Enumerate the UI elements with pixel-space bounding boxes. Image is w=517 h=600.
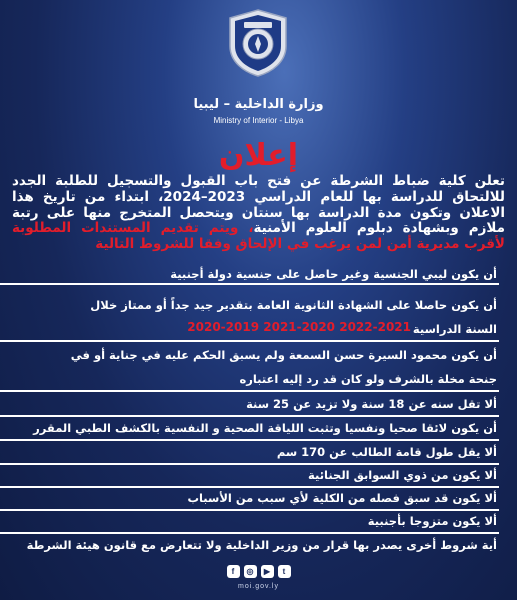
condition-item-6 [0,445,517,459]
condition-text-line1: أن يكون حاصلا على الشهادة الثانوية العامة بتقدير جيد جداً أو ممتاز خلال [90,298,497,312]
condition-text-line1: أن يكون محمود السيرة حسن السمعة ولم يسبق الحكم عليه في جناية أو في [70,348,497,362]
ministry-emblem [226,8,290,78]
divider-line [0,340,499,342]
condition-item-8 [0,491,517,505]
ministry-name-english: Ministry of Interior - Libya [213,116,304,125]
condition-text: أن يكون لائقا صحيا ونفسيا وتثبت اللياقة الصحية و النفسية بالكشف الطبي المقرر [33,421,497,435]
divider-line [0,390,499,392]
condition-item-10 [0,538,517,552]
condition-text-line2: السنة الدراسية [412,322,497,336]
condition-item-9 [0,514,517,528]
condition-text: ألا تقل سنه عن 18 سنة ولا تزيد عن 25 سنة [246,397,497,411]
announcement-title: إعلان [218,138,299,173]
condition-text: ألا يقل طول قامة الطالب عن 170 سم [276,445,497,459]
twitter-icon[interactable]: t [278,565,291,578]
instagram-icon[interactable]: ◎ [244,565,257,578]
condition-text: أية شروط أخرى يصدر بها قرار من وزير الداخلية ولا تتعارض مع قانون هيئة الشرطة [26,538,497,552]
condition-item-3 [0,348,517,386]
condition-item-1 [0,267,517,281]
condition-item-5 [0,421,517,435]
youtube-icon[interactable]: ▶ [261,565,274,578]
condition-item-7 [0,468,517,482]
condition-item-4 [0,397,517,411]
intro-highlight: ، ويتم تقديم المستندات المطلوبة لأقرب مديرية أمن لمن يرغب في الإلحاق وفقا للشروط التالية [12,220,505,253]
condition-text: ألا يكون قد سبق فصله من الكلية لأي سبب من الأسباب [187,491,497,505]
intro-text: تعلن كلية ضباط الشرطة عن فتح باب القبول والتسجيل للطلبة الجدد للالتحاق للدراسة بها للعام الدراسي 2023–2024، ابتداء من تاريخ هذا الاعلان وتكون مدة الدراسة بها سنتان ويتحصل المتخرج منها على رتبة ملازم وبشهادة دبلوم العلوم الأمنية [12,173,505,237]
social-icons [0,565,517,578]
ministry-name-arabic: وزارة الداخلية – ليبيا [193,97,324,112]
years-list: 2022-2021 2021-2020 2020-2019 [187,320,411,334]
divider-line [0,283,499,285]
condition-text: ألا يكون متزوجا بأجنبية [367,514,497,528]
condition-text: أن يكون ليبي الجنسية وغير حاصل على جنسية دولة أجنبية [170,267,497,281]
condition-text-line2: جنحة مخلة بالشرف ولو كان قد رد إليه اعتباره [239,372,497,386]
website-url[interactable]: moi.gov.ly [238,583,279,590]
condition-text: ألا يكون من ذوي السوابق الجنائية [308,468,497,482]
facebook-icon[interactable]: f [227,565,240,578]
announcement-intro [12,174,505,253]
